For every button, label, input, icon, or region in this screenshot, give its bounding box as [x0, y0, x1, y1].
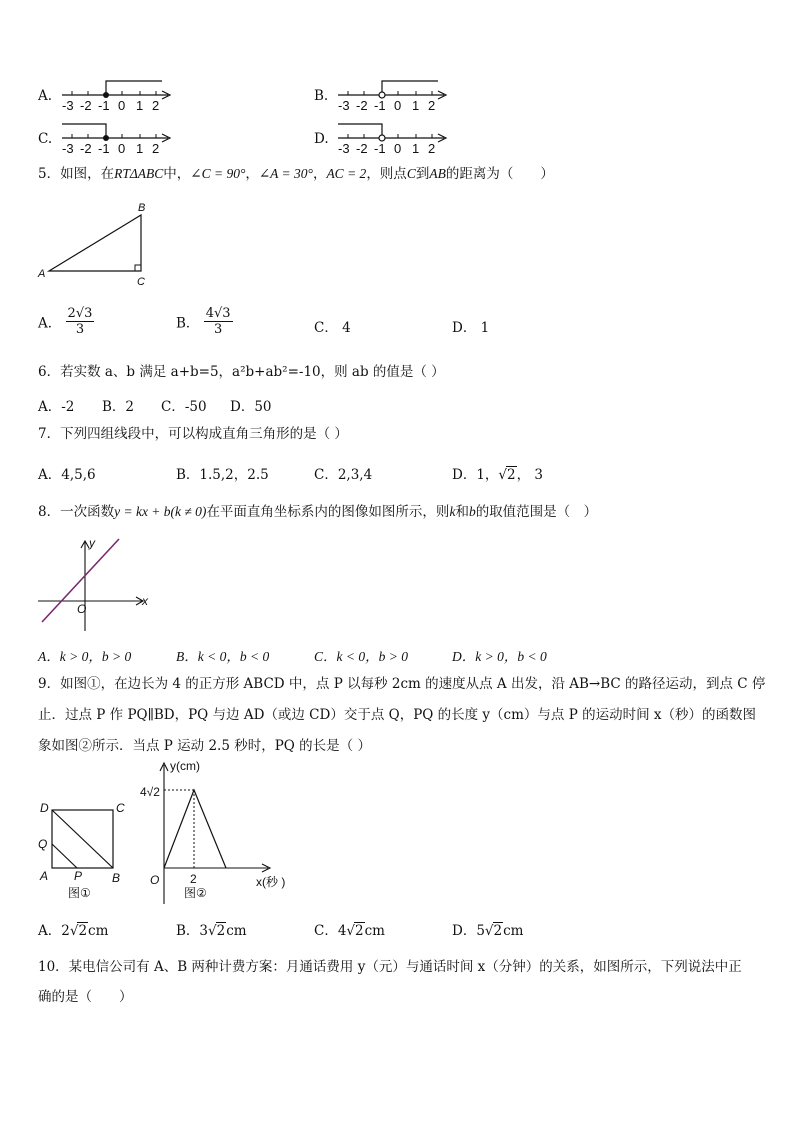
q5-sep1: ， [245, 166, 259, 182]
q9-option-d-label: D．5 [452, 923, 485, 939]
q7-option-b: B．1.5,2，2.5 [176, 467, 269, 483]
y-axis-label: y(cm) [170, 759, 200, 773]
q7-option-d-post: ， 3 [516, 467, 544, 483]
q7-option-d [452, 463, 543, 483]
tick-label: 1 [412, 141, 420, 155]
q8-stem [38, 503, 597, 521]
sqrt-icon: √ [208, 923, 217, 939]
fraction-denominator: 3 [75, 322, 85, 337]
q6-option-d: D．50 [230, 399, 272, 415]
fraction-numerator: 4√3 [205, 306, 231, 321]
q5-option-b [176, 306, 233, 337]
vertex-a-label: A [38, 268, 46, 280]
point-p-label: P [74, 869, 83, 883]
q9-option-d-radicand: 2 [493, 923, 503, 939]
q5-option-d: D． 1 [452, 320, 490, 336]
q5-stem-mid3: 到 [415, 166, 430, 182]
q5-stem-mid2: ，则点 [366, 166, 407, 182]
origin-label: O [77, 602, 87, 616]
q9-option-a-unit: cm [88, 923, 109, 939]
sqrt-icon: √ [69, 923, 79, 939]
q4-option-c-label: C. [38, 131, 53, 147]
q9-option-d [452, 919, 524, 939]
q8-formula: y = kx + b(k ≠ 0) [114, 504, 207, 519]
q9-option-c [314, 919, 385, 939]
q8-stem-mid: 在平面直角坐标系内的图像如图所示，则 [206, 504, 450, 520]
tick-label: 1 [412, 98, 420, 112]
q9-option-c-radicand: 2 [355, 923, 364, 939]
q7-option-d-pre: D．1， [452, 467, 499, 483]
tick-label: 2 [428, 98, 436, 112]
q10-stem-line-1: 10．某电信公司有 A、B 两种计费方案：月通话费用 y（元）与通话时间 x（分钟）的关系，如图所示，下列说法中正 [38, 959, 742, 975]
tick-label: -1 [98, 141, 110, 155]
tick-label: -2 [80, 141, 92, 155]
tick-label: 2 [152, 141, 160, 155]
q9-option-c-label: C．4 [314, 923, 347, 939]
sqrt-icon: √ [346, 923, 356, 939]
q4-option-a-numberline [58, 76, 183, 112]
q8-option-d: D．k > 0，b < 0 [452, 649, 547, 664]
tick-label: -1 [374, 141, 386, 155]
q8-k: k [449, 504, 456, 519]
q9-option-b-label: B．3 [176, 923, 209, 939]
q8-stem-pre: 8．一次函数 [38, 504, 115, 520]
tick-label: -3 [62, 141, 74, 155]
tick-two-label: 2 [190, 872, 197, 886]
q4-option-a-label: A. [38, 88, 53, 104]
tick-label: 1 [136, 98, 144, 112]
q5-option-b-label: B． [176, 315, 200, 332]
q9-option-a [38, 919, 108, 939]
tick-label: 2 [152, 98, 160, 112]
q9-option-b-unit: cm [226, 923, 247, 939]
fraction-denominator: 3 [213, 322, 223, 337]
q5-triangle: RTΔABC [114, 166, 164, 181]
q6-option-b: B．2 [102, 399, 135, 415]
tick-label: -3 [338, 98, 350, 112]
q5-option-c: C． 4 [314, 320, 351, 336]
sqrt-icon: √ [484, 923, 494, 939]
q5-angle-c: ∠C = 90° [190, 166, 246, 181]
vertex-c-label: C [137, 276, 145, 288]
tick-label: 1 [136, 141, 144, 155]
y-axis-label: y [89, 536, 95, 550]
q8-b: b [468, 504, 476, 519]
q5-option-a [38, 306, 94, 337]
q9-option-a-radicand: 2 [78, 923, 88, 939]
q5-option-b-fraction [204, 306, 233, 337]
x-axis-label: x [142, 594, 148, 608]
peak-value-label: 4√2 [140, 785, 160, 799]
q9-option-b [176, 919, 247, 939]
q4-option-b-label: B. [314, 88, 329, 104]
vertex-b-label: B [112, 871, 121, 885]
q9-stem-line-2: 止．过点 P 作 PQ∥BD，PQ 与边 AD（或边 CD）交于点 Q，PQ 的长度 y（cm）与点 P 的运动时间 x（秒）的函数图 [38, 707, 756, 723]
q4-option-d-label: D. [314, 131, 329, 147]
tick-label: 0 [118, 141, 126, 155]
q9-stem-line-1: 9．如图①，在边长为 4 的正方形 ABCD 中，点 P 以每秒 2cm 的速度从点 A 出发，沿 AB→BC 的路径运动，到点 C 停 [38, 676, 766, 692]
vertex-b-label: B [138, 202, 146, 214]
vertex-c-label: C [116, 801, 125, 815]
q6-stem: 6．若实数 a、b 满足 a+b=5，a²b+ab²=-10，则 ab 的值是（ ） [38, 364, 445, 380]
tick-label: -1 [98, 98, 110, 112]
q4-option-b-numberline [334, 76, 459, 112]
q5-ab: AB [429, 166, 446, 181]
tick-label: -1 [374, 98, 386, 112]
q9-stem-line-3: 象如图②所示．当点 P 运动 2.5 秒时，PQ 的长是（ ） [38, 738, 371, 754]
vertex-d-label: D [40, 801, 49, 815]
q10-stem-line-2: 确的是（ ） [38, 989, 133, 1005]
q7-stem: 7．下列四组线段中，可以构成直角三角形的是（ ） [38, 426, 348, 442]
q5-option-a-fraction [66, 306, 95, 337]
q8-option-b: B．k < 0，b < 0 [176, 649, 270, 664]
q4-option-c-numberline [58, 119, 183, 155]
q9-option-a-label: A．2 [38, 923, 70, 939]
q5-option-a-label: A． [38, 315, 62, 332]
tick-label: -2 [356, 141, 368, 155]
q8-option-c: C．k < 0，b > 0 [314, 649, 408, 664]
q7-option-d-radicand: 2 [507, 467, 516, 483]
q9-figure-1-square [34, 796, 134, 904]
q4-option-d-numberline [334, 119, 459, 155]
origin-label: O [150, 873, 160, 887]
tick-label: -2 [80, 98, 92, 112]
tick-label: -3 [62, 98, 74, 112]
sqrt-icon: √ [498, 467, 508, 483]
q8-he: 和 [455, 504, 469, 520]
tick-label: 2 [428, 141, 436, 155]
q9-option-d-unit: cm [503, 923, 524, 939]
point-q-label: Q [38, 837, 48, 851]
tick-label: -3 [338, 141, 350, 155]
q6-option-c: C．-50 [161, 399, 207, 415]
q5-stem-pre: 5．如图，在 [38, 166, 115, 182]
x-axis-label: x(秒 ) [256, 875, 286, 889]
q6-option-a: A．-2 [38, 399, 75, 415]
figure-2-caption: 图② [184, 886, 207, 900]
q9-option-b-radicand: 2 [216, 923, 226, 939]
fraction-numerator: 2√3 [67, 306, 93, 321]
q5-point-c: C [406, 166, 416, 181]
q5-sep2: ， [312, 166, 327, 182]
figure-1-caption: 图① [68, 886, 91, 900]
tick-label: -2 [356, 98, 368, 112]
q8-graph-figure [34, 534, 159, 634]
q5-stem-mid1: 中， [163, 166, 191, 182]
q7-option-a: A．4,5,6 [38, 467, 96, 483]
q8-option-a: A．k > 0，b > 0 [38, 649, 132, 664]
tick-label: 0 [394, 141, 402, 155]
vertex-a-label: A [40, 869, 49, 883]
q5-triangle-figure [34, 198, 164, 290]
tick-label: 0 [118, 98, 126, 112]
tick-label: 0 [394, 98, 402, 112]
q9-option-c-unit: cm [364, 923, 385, 939]
q5-stem [38, 165, 554, 183]
q5-ac: AC = 2 [326, 166, 367, 181]
q5-stem-end: 的距离为（ ） [445, 166, 554, 182]
q8-stem-end: 的取值范围是（ ） [475, 504, 598, 520]
q5-angle-a: ∠A = 30° [258, 166, 313, 181]
q7-option-c: C．2,3,4 [314, 467, 373, 483]
q9-figure-2-graph [136, 756, 296, 904]
